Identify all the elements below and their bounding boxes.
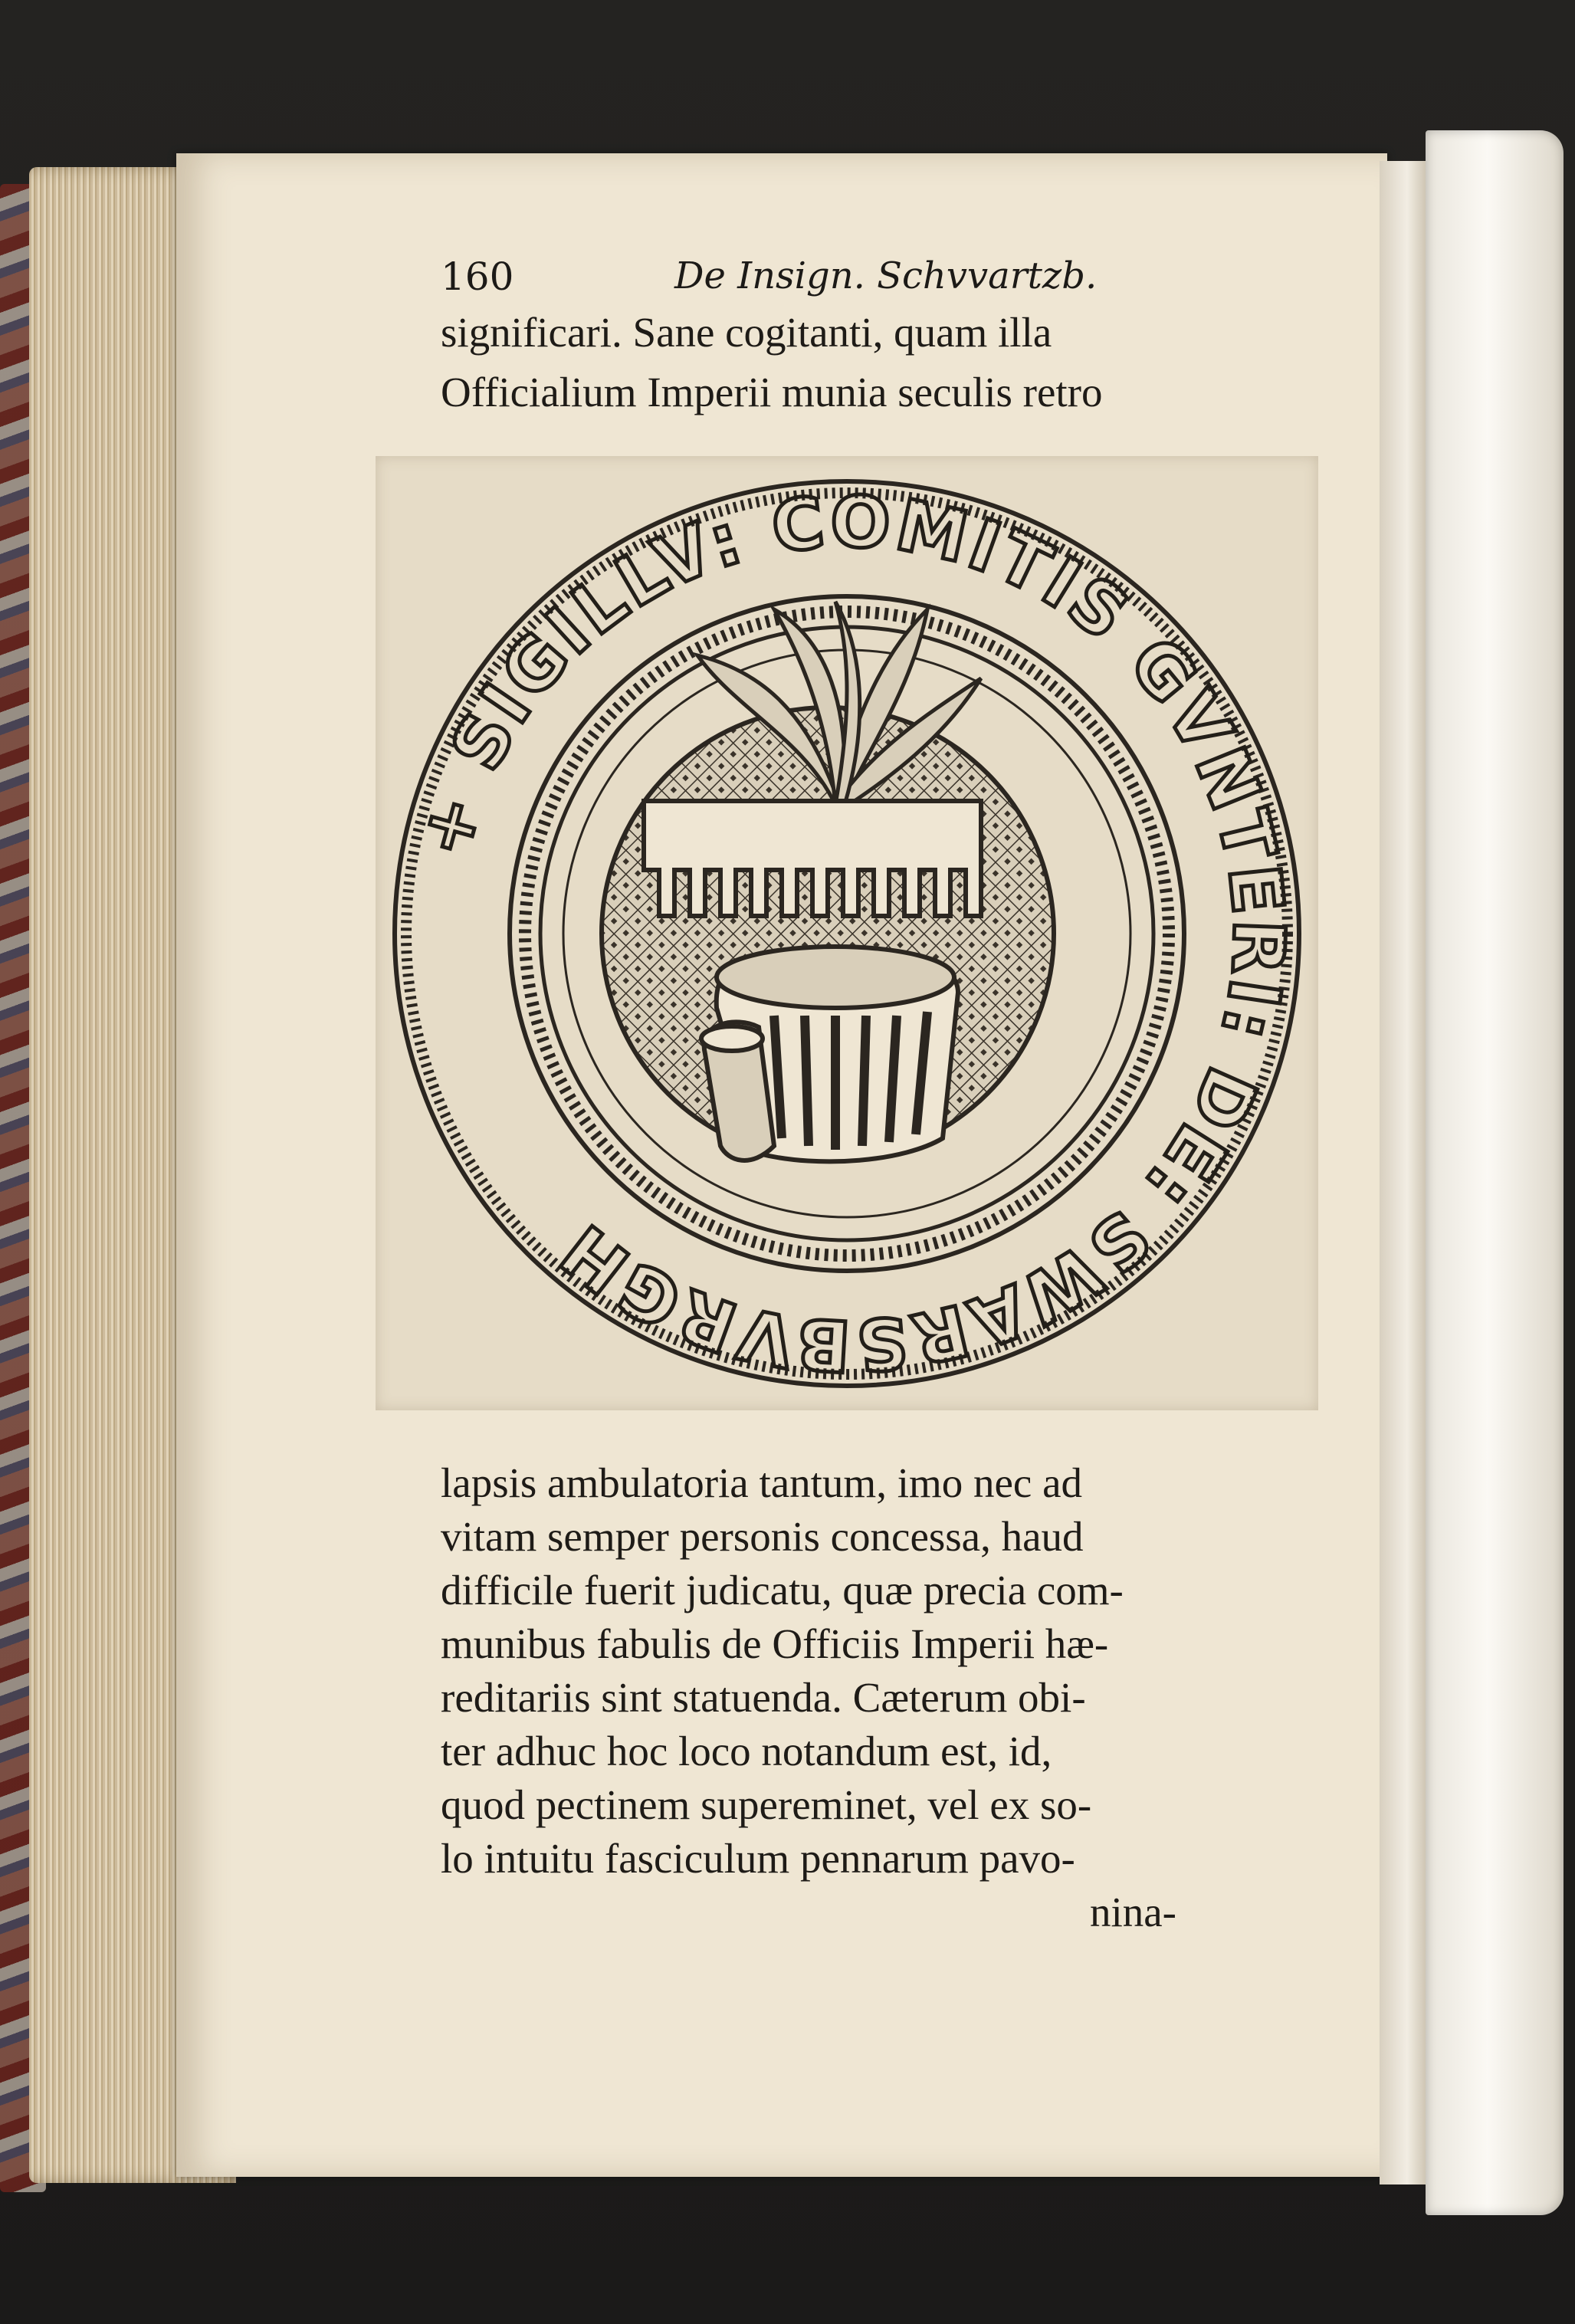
page-number: 160 bbox=[441, 254, 514, 299]
page-header bbox=[441, 254, 1176, 308]
text-line: difficile fuerit judicatu, quæ precia com- bbox=[441, 1567, 1124, 1613]
text-line: ter adhuc hoc loco notandum est, id, bbox=[441, 1728, 1052, 1774]
text-block-top bbox=[441, 303, 1169, 422]
text-line: significari. Sane cogitanti, quam illa bbox=[441, 309, 1052, 356]
text-line: lo intuitu fasciculum pennarum pavo- bbox=[441, 1835, 1075, 1882]
drinking-horn-charge bbox=[701, 947, 958, 1161]
seal-legend-text: + SIGILLV: COMITIS GVNTERI: DE: SWARSBVRGH bbox=[402, 480, 1300, 1387]
text-line: quod pectinem supereminet, vel ex so- bbox=[441, 1781, 1092, 1828]
seal-engraving bbox=[376, 456, 1318, 1410]
binding-edge bbox=[1380, 161, 1426, 2184]
text-line: lapsis ambulatoria tantum, imo nec ad bbox=[441, 1459, 1083, 1506]
text-line: vitam semper personis concessa, haud bbox=[441, 1513, 1084, 1560]
engraving-plate bbox=[376, 456, 1318, 1410]
book-cover bbox=[1426, 130, 1564, 2215]
text-line: munibus fabulis de Officiis Imperii hæ- bbox=[441, 1620, 1109, 1667]
running-head: De Insign. Schvvartzb. bbox=[674, 254, 1098, 297]
catchword: nina- bbox=[1089, 1889, 1176, 1935]
text-line: reditariis sint statuenda. Cæterum obi- bbox=[441, 1674, 1086, 1721]
seal bbox=[395, 481, 1300, 1387]
text-line: Officialium Imperii munia seculis retro bbox=[441, 369, 1103, 415]
text-block-bottom bbox=[441, 1456, 1176, 1939]
